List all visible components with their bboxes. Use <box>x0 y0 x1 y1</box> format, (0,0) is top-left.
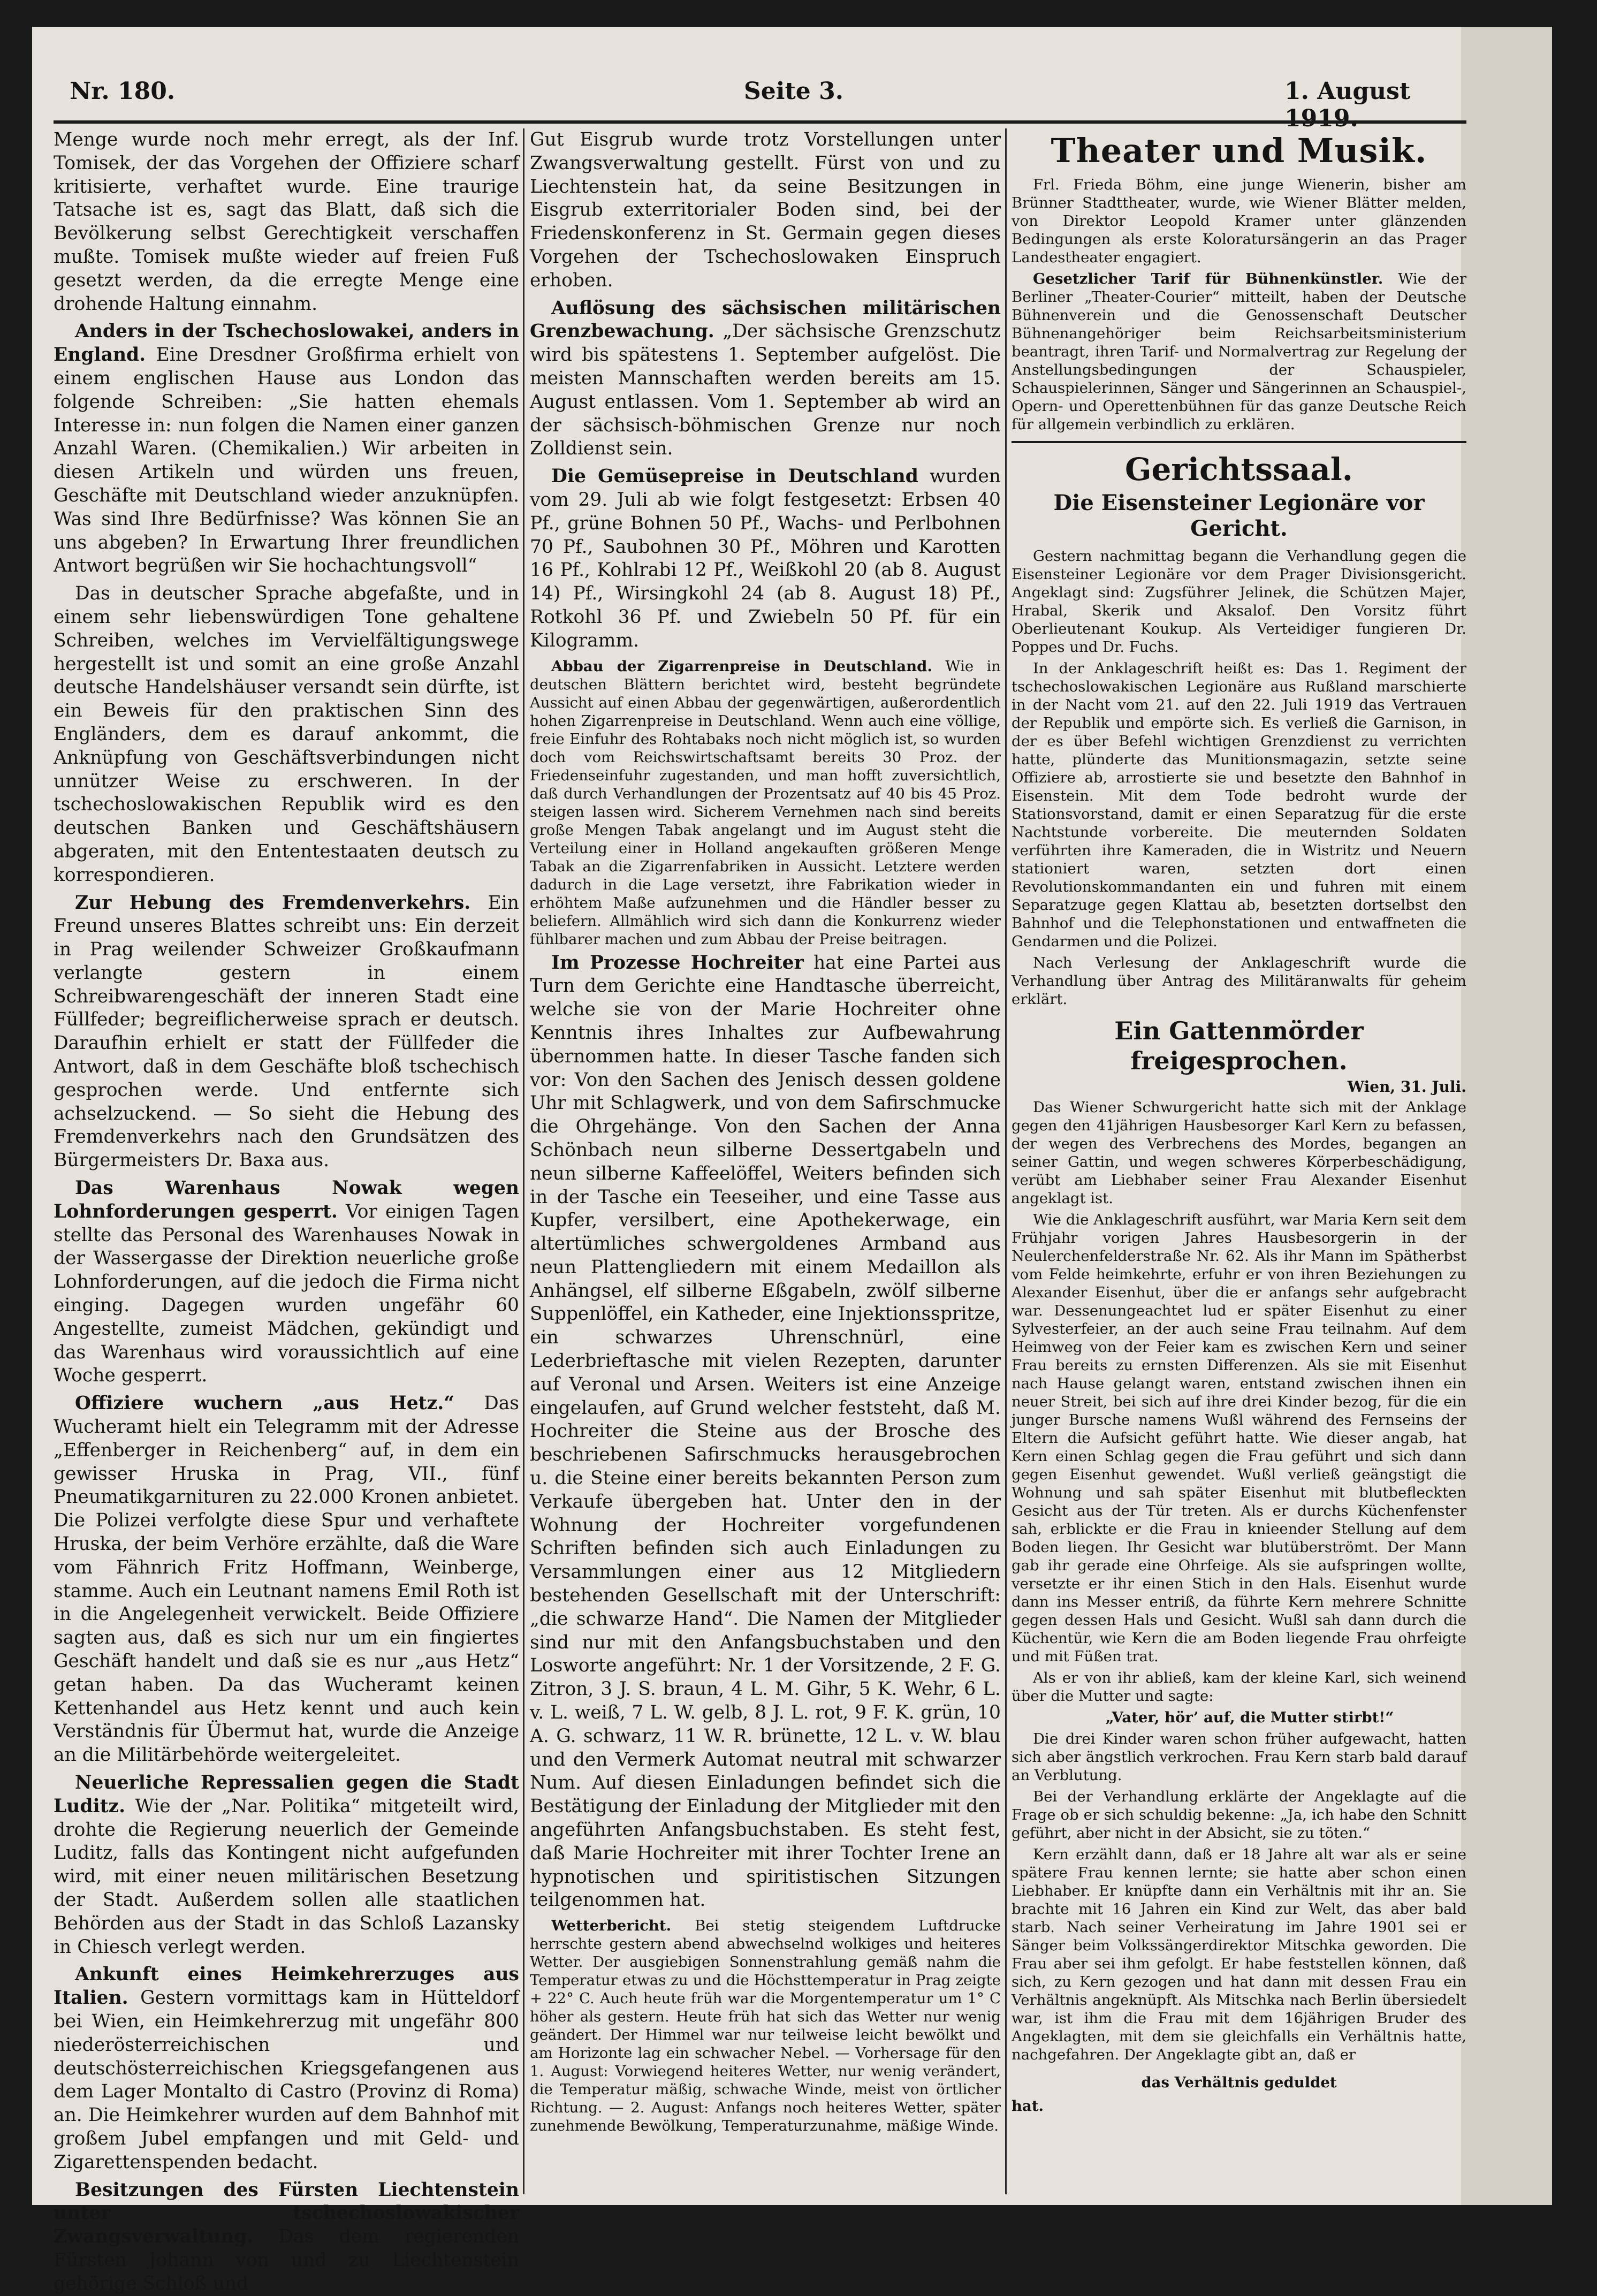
article-lead: Zur Hebung des Fremdenverkehrs. <box>75 892 471 914</box>
section-rule <box>1012 441 1466 443</box>
article-lead: Auflösung des sächsischen militärischen Grenzbewachung. <box>530 297 1001 343</box>
column-3 <box>1012 128 1466 2194</box>
article-lead: Anders in der Tschechoslowakei, anders in England. <box>54 321 519 366</box>
article-text: Gestern vormittags kam in Hütteldorf bei Wien, ein Heimkehrerzug mit ungefähr 800 niederösterreichischen und deutschösterreichischen Kriegsgefangenen aus dem Lager Montalto di Castro (Provinz di Roma) an. Die Heimkehrer wurden auf dem Bahnhof mit großem Jubel empfangen und mit Geld- und Zigarettenspenden bedacht. <box>54 1987 520 2173</box>
issue-date: 1. August 1919. <box>1284 78 1411 132</box>
article-lead: Das Warenhaus Nowak wegen Lohnforderungen gesperrt. <box>54 1177 519 1222</box>
article-paragraph: Gestern nachmittag begann die Verhandlung gegen die Eisensteiner Legionäre vor dem Prager Divisionsgericht. Angeklagt sind: Zugsführer Jelinek, die Schützen Majer, Hrabal, Skerik und Aksalof. Den Vorsitz führt Oberlieutenant Koukup. Als Verteidiger fungieren Dr. Poppes und Dr. Fuchs. <box>1012 548 1466 656</box>
article-lead: Wetterbericht. <box>551 1917 672 1935</box>
article-text: Vor einigen Tagen stellte das Personal des Warenhauses Nowak in der Wassergasse der Direktion neuerliche große Lohnforderungen, auf die jedoch die Firma nicht einging. Dagegen wurden ungefähr 60 Angestellte, zumeist Mädchen, gekündigt und das Warenhaus wird voraussichtlich auf eine Woche gesperrt. <box>54 1200 519 1387</box>
article-text: Ein Freund unseres Blattes schreibt uns: Ein derzeit in Prag weilender Schweizer Großkaufmann verlangte gestern in einem Schreibwarengeschäft der inneren Stadt eine Füllfeder; begreiflicherweise sprach er deutsch. Daraufhin erhielt er statt der Füllfeder die Antwort, daß in dem Geschäfte bloß tschechisch gesprochen werde. Und entfernte sich achselzuckend. — So sieht die Hebung des Fremdenverkehrs nach den Grundsätzen des Bürgermeisters Dr. Baxa aus. <box>54 892 519 1172</box>
article-paragraph <box>54 892 519 1173</box>
article-paragraph: In der Anklageschrift heißt es: Das 1. Regiment der tschechoslowakischen Legionäre aus Rußland marschierte in der Nacht vom 21. auf den 22. Juli 1919 das Vertrauen der Republik und empörte sich. Es verließ die Garnison, in der es über Befehl wichtigen Grenzdienst zu verrichten hatte, plünderte das Munitionsmagazin, setzte seine Offiziere ab, arrostierte sie und besetzte den Bahnhof in Eisenstein. Mit dem Tode bedroht wurde der Stationsvorstand, damit er einen Separatzug für die erste Nachtstunde vorbereite. Die meuternden Soldaten verführten ihre Kameraden, die in Wistritz und Neuern stationiert waren, setzten dort einen Revolutionskommandanten ein und fuhren mit einem Separatzuge gegen Klattau ab, besetzten dortselbst den Bahnhof und die Telephonstationen und entwaffneten die Gendarmen und die Polizei. <box>1012 660 1466 950</box>
article-paragraph <box>54 1392 519 1767</box>
article-lead: Abbau der Zigarrenpreise in Deutschland. <box>551 657 932 675</box>
closing-word: hat. <box>1012 2097 1044 2115</box>
article-paragraph: Bei der Verhandlung erklärte der Angeklagte auf die Frage ob er sich schuldig bekenne: „Ja, ich habe den Schnitt geführt, aber nicht in der Absicht, sie zu töten.“ <box>1012 1788 1466 1842</box>
article-paragraph <box>1012 270 1466 434</box>
article-paragraph: Wie die Anklageschrift ausführt, war Maria Kern seit dem Frühjahr vorigen Jahres Hausbesorgerin in der Neulerchenfelderstraße Nr. 62. Als ihr Mann im Spätherbst vom Felde heimkehrte, erfuhr er von ihren Beziehungen zu Alexander Eisenhut, über die er anfangs sehr aufgebracht war. Dessenungeachtet lud er später Eisenhut zu einer Sylvesterfeier, an der auch seine Frau teilnahm. Auf dem Heimweg von der Feier kam es zwischen Kern und seiner Frau bereits zu ernsten Differenzen. Als sie mit Eisenhut nach Hause gelangt waren, entstand zwischen ihnen ein neuer Streit, bei sich auf ihre drei Kinder bezog, für die ein junger Bursche namens Wußl während des Fernseins der Eltern die Aufsicht geführt hatte. Wie dieser angab, hat Kern einen Schlag gegen die Frau geführt und sich dann gegen Eisenhut gewendet. Wußl verließ geängstigt die Wohnung und sah später Eisenhut mit blutbefleckten Gesicht aus der Tür treten. Als er durchs Küchenfenster sah, erblickte er die Frau in knieender Stellung auf dem Boden liegen. Ihr Gesicht war blutüberströmt. Der Mann gab ihr gerade eine Ohrfeige. Als sie aufspringen wollte, versetzte er ihr einen Stich in den Hals. Eisenhut wurde dann ins Messer entriß, da führte Kern mehrere Schnitte gegen dessen Hals und Gesicht. Wußl sah dann durch die Küchentür, wie Kern die am Boden liegende Frau ohrfeigte und mit Füßen trat. <box>1012 1211 1466 1665</box>
article-paragraph <box>54 1963 519 2174</box>
page-number: Seite 3. <box>744 78 844 105</box>
article-text: Wie der „Nar. Politika“ mitgeteilt wird, drohte die Regierung neuerlich der Gemeinde Luditz, falls das Kontingent nicht aufgefunden wird, mit einer neuen militärischen Besetzung der Stadt. Außerdem sollen alle staatlichen Behörden aus der Stadt in das Schloß Lazansky in Chiesch verlegt werden. <box>54 1795 519 1958</box>
page-header <box>59 78 1461 132</box>
section-heading-theater: Theater und Musik. <box>1051 131 1427 170</box>
article-lead: Ankunft eines Heimkehrerzuges aus Italien. <box>54 1964 519 2009</box>
dateline: Wien, 31. Juli. <box>1347 1078 1466 1096</box>
column-rule-2 <box>1005 128 1007 2194</box>
article-paragraph: Menge wurde noch mehr erregt, als der Inf. Tomisek, der das Vorgehen der Offiziere scharf kritisierte, verhaftet wurde. Eine traurige Tatsache ist es, sagt das Blatt, daß sich die Bevölkerung selbst Gerechtigkeit verschaffen mußte. Tomisek mußte wieder auf freien Fuß gesetzt werden, da die erregte Menge eine drohende Haltung einnahm. <box>54 129 519 315</box>
column-1 <box>54 128 520 2294</box>
quote-line: „Vater, hör’ auf, die Mutter stirbt!“ <box>1105 1709 1394 1726</box>
article-text: Bei stetig steigendem Luftdrucke herrschte gestern abend abwechselnd wolkiges und heiteres Wetter. Der ausgiebigen Sonnenstrahlung gemäß nahm die Temperatur etwas zu und die Höchsttemperatur in Prag zeigte + 22° C. Auch heute früh war die Morgentemperatur um 1° C höher als gestern. Heute früh hat sich das Wetter nur wenig geändert. Der Himmel war nur teilweise leicht bewölkt und am Horizonte lag ein schwacher Nebel. — Vorhersage für den 1. August: Vorwiegend heiteres Wetter, nur wenig verändert, die Temperatur mäßig, schwache Winde, meist von örtlicher Richtung. — 2. August: Anfangs noch heiteres Wetter, später zunehmende Bewölkung, Temperaturzunahme, mäßige Winde. <box>530 1917 1001 2135</box>
page-edge <box>1461 27 1552 2205</box>
article-headline: Ein Gattenmörder freigesprochen. <box>1114 1016 1364 1075</box>
article-paragraph <box>530 465 1001 652</box>
article-text: Das Wucheramt hielt ein Telegramm mit der Adresse „Effenberger in Reichenberg“ auf, in dem ein gewisser Hruska in Prag, VII., fünf Pneumatikgarnituren zu 22.000 Kronen anbietet. Die Polizei verfolgte diese Spur und verhaftete Hruska, der beim Verhöre erzählte, daß die Ware vom Fähnrich Fritz Hoffmann, Weinberge, stamme. Auch ein Leutnant namens Emil Roth ist in die Angelegenheit verwickelt. Beide Offiziere sagten aus, daß es sich nur um ein fingiertes Geschäft handelt und daß sie es nur „aus Hetz“ getan haben. Da das Wucheramt keinen Kettenhandel aus Hetz kennt und auch kein Verständnis für Übermut hat, wurde die Anzeige an die Militärbehörde weitergeleitet. <box>54 1393 520 1766</box>
article-paragraph: Kern erzählt dann, daß er 18 Jahre alt war als er seine spätere Frau kennen lernte; sie hatte aber schon einen Liebhaber. Er knüpfte dann ein Verhältnis mit ihr an. Sie brachte mit 16 Jahren ein Kind zur Welt, das aber bald starb. Nach seiner Verheiratung im Jahre 1901 sei er Sänger beim Volkssängerdirektor Mitschka geworden. Die Frau aber sei ihm gefolgt. Er habe feststellen können, daß sich, zu Kern gezogen und hat dann mit dessen Frau ein Verhältnis angeknüpft. Als Mitschka nach Berlin übersiedelt war, ist ihm die Frau mit dem 16jährigen Bruder des Angeklagten, mit dem sie gleichfalls ein Verhältnis hatte, nachgefahren. Der Angeklagte gibt an, daß er <box>1012 1846 1466 2063</box>
article-text: Das dem regierenden Fürsten Johann von und zu Liechtenstein gehörige Schloß und <box>54 2226 519 2294</box>
article-headline: Die Eisensteiner Legionäre vor Gericht. <box>1053 490 1425 541</box>
article-text: Eine Dresdner Großfirma erhielt von einem englischen Hause aus London das folgende Schreiben: „Sie hatten ehemals Interesse in: nun folgen die Namen einer ganzen Anzahl Waren. (Chemikalien.) Wir arbeiten in diesen Artikeln und würden uns freuen, Geschäfte mit Deutschland wieder anzuknüpfen. Was sind Ihre Bedürfnisse? Was können Sie an uns abgeben? In Erwartung Ihrer freundlichen Antwort begrüßen wir Sie hochachtungsvoll“ <box>54 344 519 577</box>
column-2 <box>530 128 1001 2194</box>
article-paragraph <box>54 320 519 578</box>
newspaper-page <box>32 27 1552 2294</box>
article-paragraph <box>530 657 1001 948</box>
article-paragraph: Gut Eisgrub wurde trotz Vorstellungen unter Zwangsverwaltung gestellt. Fürst von und zu Liechtenstein hat, da seine Besitzungen in Eisgrub exterritorialer Boden sind, bei der Friedenskonferenz in St. Germain gegen dieses Vorgehen der Tschechoslowaken Einspruch erhoben. <box>530 129 1001 291</box>
emphasis-line: das Verhältnis geduldet <box>1141 2074 1337 2091</box>
article-paragraph <box>530 297 1001 461</box>
article-lead: Gesetzlicher Tarif für Bühnenkünstler. <box>1033 270 1383 287</box>
article-lead: Besitzungen des Fürsten Liechtenstein unter tschechoslowakischer Zwangsverwaltung. <box>54 2179 519 2248</box>
article-paragraph: Frl. Frieda Böhm, eine junge Wienerin, bisher am Brünner Stadttheater, wurde, wie Wiener Blätter melden, von Direktor Leopold Kramer unter glänzenden Bedingungen als erste Koloratursängerin an das Prager Landestheater engagiert. <box>1012 176 1466 266</box>
article-paragraph <box>54 1177 519 1388</box>
article-lead: Die Gemüsepreise in Deutschland <box>551 466 918 488</box>
column-rule-1 <box>523 128 524 2194</box>
article-paragraph: Das in deutscher Sprache abgefaßte, und in einem sehr liebenswürdigen Tone gehaltene Schreiben, welches im Vervielfältigungswege hergestellt ist und somit an eine große Anzahl deutsche Handelshäuser versandt sein dürfte, ist ein Beweis für den praktischen Sinn des Engländers, dem es darauf ankommt, die Anknüpfung von Geschäftsverbindungen nicht unnützer Weise zu erschweren. In der tschechoslowakischen Republik wird es den deutschen Banken und Geschäftshäusern abgeraten, mit den Ententestaaten deutsch zu korrespondieren. <box>54 583 519 886</box>
article-text: Wie in deutschen Blättern berichtet wird, besteht begründete Aussicht auf einen Abbau der gegenwärtigen, außerordentlich hohen Zigarrenpreise in Deutschland. Wenn auch eine völlige, freie Einfuhr des Rohtabaks noch nicht möglich ist, so wurden doch vom Reichswirtschaftsamt bereits 30 Proz. der Friedenseinfuhr zugestanden, und man hofft zuversichtlich, daß durch Verhandlungen der Prozentsatz auf 40 bis 45 Proz. steigen lassen wird. Sicherem Vernehmen nach sind bereits große Mengen Tabak angelangt und im August steht die Verteilung einer in Holland angekauften größeren Menge Tabak an die Zigarrenfabriken in Aussicht. Letztere werden dadurch in die Lage versetzt, ihre Fabrikation wieder in erhöhtem Maße aufzunehmen und die Händler besser zu beliefern. Allmählich wird sich dann die Konkurrenz wieder fühlbarer machen und zum Abbau der Preise beitragen. <box>530 657 1001 948</box>
article-paragraph <box>530 1917 1001 2135</box>
article-text: wurden vom 29. Juli ab wie folgt festgesetzt: Erbsen 40 Pf., grüne Bohnen 50 Pf., Wachs- und Perlbohnen 70 Pf., Saubohnen 30 Pf., Möhren und Karotten 16 Pf., Kohlrabi 12 Pf., Weißkohl 20 (ab 8. August 14) Pf., Wirsingkohl 24 (ab 8. August 18) Pf., Rotkohl 36 Pf. und Zwiebeln 50 Pf. für ein Kilogramm. <box>530 466 1001 651</box>
article-paragraph: Nach Verlesung der Anklageschrift wurde die Verhandlung über Antrag des Militäranwalts für geheim erklärt. <box>1012 954 1466 1008</box>
article-paragraph: Die drei Kinder waren schon früher aufgewacht, hatten sich aber ängstlich verkrochen. Frau Kern starb bald darauf an Verblutung. <box>1012 1730 1466 1784</box>
article-text: „Der sächsische Grenzschutz wird bis spätestens 1. September aufgelöst. Die meisten Mannschaften werden bereits am 15. August entlassen. Vom 1. September ab wird an der sächsisch-böhmischen Grenze nur noch Zolldienst sein. <box>530 321 1001 460</box>
section-heading-court: Gerichtssaal. <box>1125 451 1353 488</box>
article-paragraph <box>54 1772 519 1959</box>
article-paragraph: Das Wiener Schwurgericht hatte sich mit der Anklage gegen den 41jährigen Hausbesorger Karl Kern zu befassen, der wegen des Verbrechens des Mordes, begangen an seiner Gattin, und wegen schweres Körperbeschädigung, verübt am Liebhaber seiner Frau Alexander Eisenhut angeklagt ist. <box>1012 1099 1466 1207</box>
article-paragraph <box>54 2179 519 2296</box>
article-paragraph <box>530 952 1001 1913</box>
article-text: Wie der Berliner „Theater-Courier“ mitteilt, haben der Deutsche Bühnenverein und die Genossenschaft Deutscher Bühnenangehöriger beim Reichsarbeitsministerium beantragt, ihren Tarif- und Normalvertrag zur Regelung der Anstellungsbedingungen der Schauspieler, Schauspielerinnen, Sänger und Sängerinnen an Schauspiel-, Opern- und Operettenbühnen für das ganze Deutsche Reich für allgemein verbindlich zu erklären. <box>1012 270 1466 433</box>
article-lead: Neuerliche Repressalien gegen die Stadt Luditz. <box>54 1772 519 1817</box>
header-rule <box>54 120 1466 124</box>
article-lead: Offiziere wuchern „aus Hetz.“ <box>75 1393 455 1415</box>
article-lead: Im Prozesse Hochreiter <box>551 952 804 974</box>
issue-number: Nr. 180. <box>70 78 176 105</box>
article-text: hat eine Partei aus Turn dem Gerichte eine Handtasche überreicht, welche sie von der Marie Hochreiter ohne Kenntnis ihres Inhaltes zur Aufbewahrung übernommen hatte. In dieser Tasche fanden sich vor: Von den Sachen des Jenisch dessen goldene Uhr mit Schlagwerk, und von dem Safirschmucke die Ohrgehänge. Von den Sachen der Anna Schönbach neun silberne Dessertgabeln und neun silberne Kaffeelöffel, Weiters befinden sich in der Tasche ein Teeseiher, und eine Tasse aus Kupfer, versilbert, eine Apothekerwage, ein altertümliches schwergoldenes Armband aus neun Plattengliedern mit einem Medaillon als Anhängsel, elf silberne Eßgabeln, zwölf silberne Suppenlöffel, ein Katheder, eine Injektionsspritze, ein schwarzes Uhrenschnürl, eine Lederbrieftasche mit vielen Rezepten, darunter auf Veronal und Arsen. Weiters ist eine Anzeige eingelaufen, auf Grund welcher feststeht, daß M. Hochreiter die Steine aus der Brosche des beschriebenen Safirschmucks herausgebrochen u. die Steine einer bereits bekannten Person zum Verkaufe übergeben hat. Unter den in der Wohnung der Hochreiter vorgefundenen Schriften befinden sich auch Einladungen zu Versammlungen einer aus 12 Mitgliedern bestehenden Gesellschaft mit der Unterschrift: „die schwarze Hand“. Die Namen der Mitglieder sind nur mit den Anfangsbuchstaben und den Losworte angeführt: Nr. 1 der Vorsitzende, 2 F. G. Zitron, 3 J. S. braun, 4 L. M. Gihr, 5 K. Wehr, 6 L. v. L. weiß, 7 L. W. gelb, 8 J. L. rot, 9 F. K. grün, 10 A. G. schwarz, 11 W. R. brünette, 12 L. v. W. blau und den Vermerk Automat neutral mit schwarzer Num. Auf diesen Einladungen befindet sich die Bestätigung der Einladung der Mitglieder mit den angeführten Anfangsbuchstaben. Es steht fest, daß Marie Hochreiter mit ihrer Tochter Irene an hypnotischen und spiritistischen Sitzungen teilgenommen hat. <box>530 952 1001 1911</box>
article-paragraph: Als er von ihr abließ, kam der kleine Karl, sich weinend über die Mutter und sagte: <box>1012 1669 1466 1705</box>
